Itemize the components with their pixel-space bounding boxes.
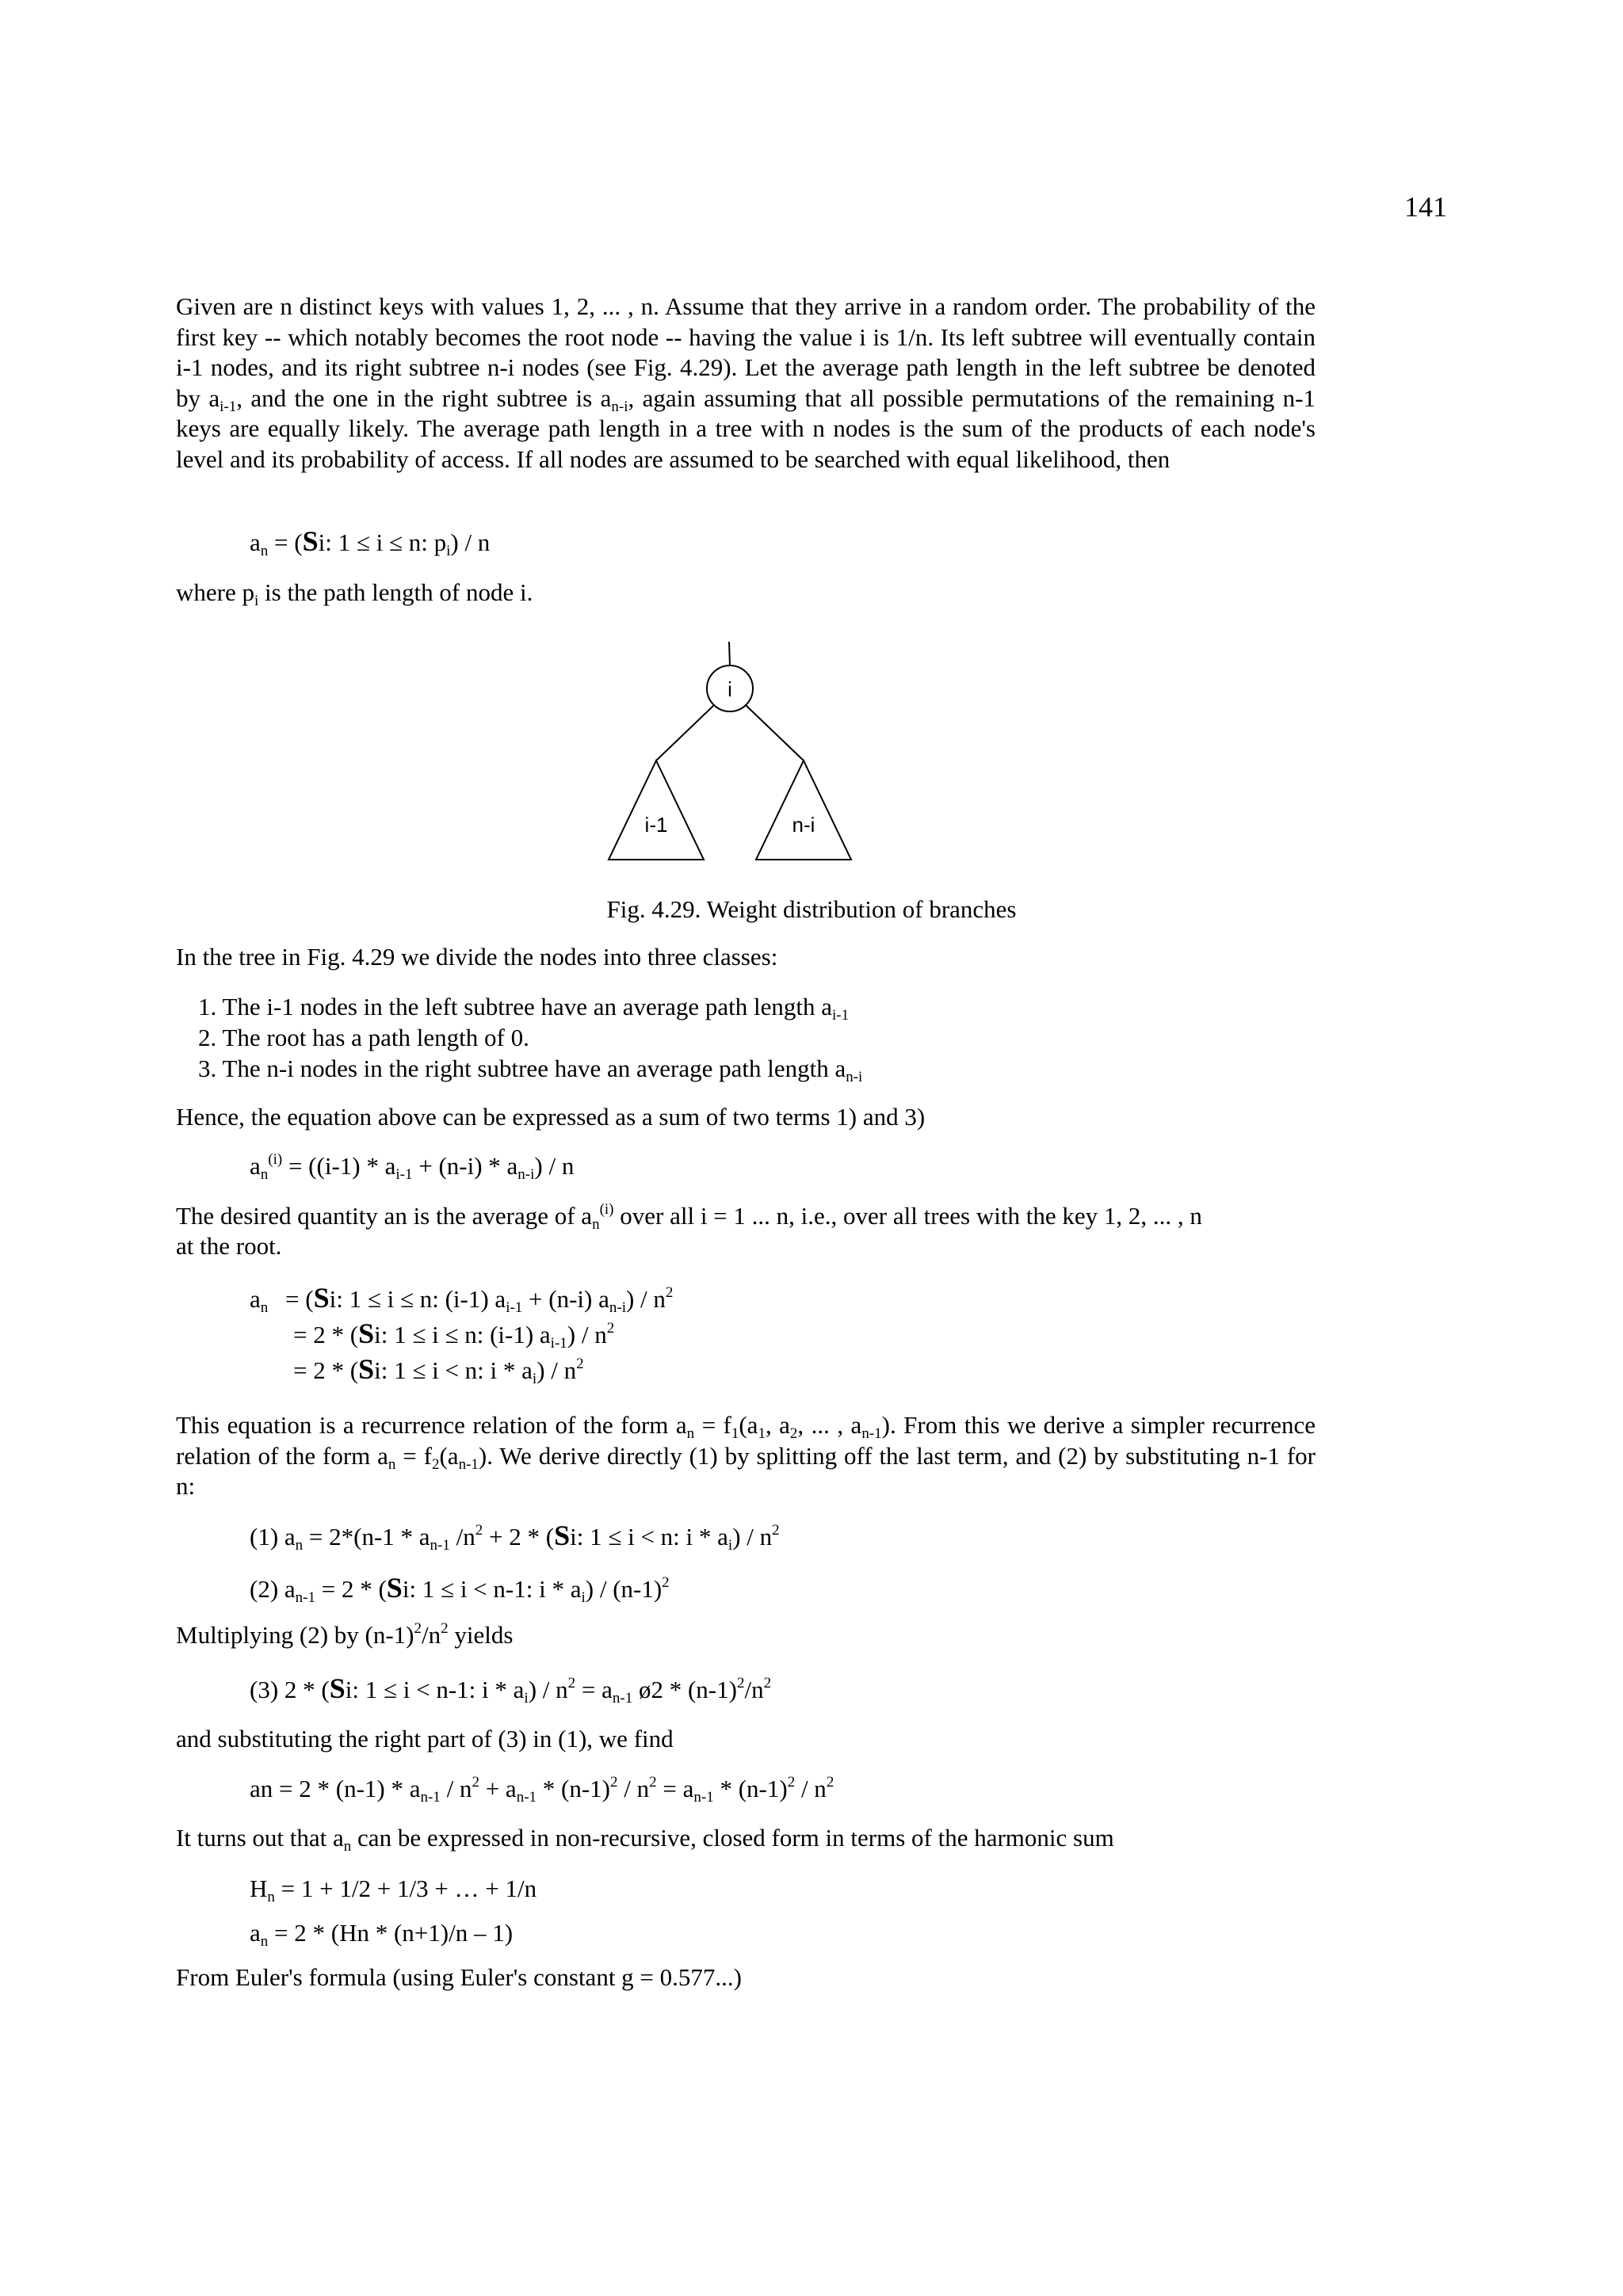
intro-sub-1: i-1	[220, 398, 237, 415]
intro-text-1: Given are n distinct keys with values 1, 2, ... , n. Assume that they arrive in a random order. The probability of the first key -- which notably becomes the root node -- having the value i is 1/n. Its left subtree will eventually contain i-1 nodes, and its right subtree n-i nodes (see Fig. 4.29). Let the average path length in the left subtree be denoted by a	[176, 292, 1316, 412]
tree-diagram	[602, 634, 864, 871]
multiplying-text: Multiplying (2) by $(n-1)^2/n^2$ yields	[176, 1620, 514, 1649]
equation-3: (3) 2 * (Si: 1 ≤ i < n-1: $i * a_i) / n^2 = a_{n-1}$ ø2 * $(n-1)^2/n^2$	[250, 1672, 772, 1707]
equation-an-result: an = $2 * (n-1) * a_{n-1} / n^2 + a_{n-1} * (n-1)^2 / n^2 = a_{n-1} * (n-1)^2 / n^2$	[250, 1774, 834, 1806]
root-edge	[729, 642, 730, 666]
figure-caption: Fig. 4.29. Weight distribution of branches	[606, 895, 1017, 923]
intro-sub-2: n-i	[611, 398, 628, 415]
left-subtree-label: i-1	[644, 813, 668, 837]
equation-an-line1: $a_n = (Si$: 1 ≤ i ≤ n: (i-1) $a_{i-1} + (n-i)$ $a_{n-i}) / n^2$	[250, 1282, 674, 1316]
page-number: 141	[1404, 191, 1447, 223]
closed-form-text: It turns out that $a_n$ can be expressed in non-recursive, closed form in terms of the harmonic sum	[176, 1824, 1114, 1855]
where-text: where $p_i$ is the path length of node i.	[176, 578, 533, 609]
list-item-1: 1. The i-1 nodes in the left subtree have an average path length $a_{i-1}$	[198, 993, 850, 1024]
hence-text: Hence, the equation above can be expressed as a sum of two terms 1) and 3)	[176, 1103, 926, 1131]
substituting-text: and substituting the right part of (3) in (1), we find	[176, 1725, 674, 1753]
desired-text-line1: The desired quantity an is the average of $a_n^{(i)}$ over all i = 1 ... n, i.e., over all trees with the key 1, 2, ... , n	[176, 1201, 1202, 1233]
recurrence-paragraph: This equation is a recurrence relation of the form $a_n = f_1(a_1$, $a_2$, ... , $a_{n-1}$). From this we derive a simpler recurrence relation of the form $a_n = f_2(a_{n-1})$. We derive directly (1) by splitting off the last term, and (2) by substituting n-1 for n:	[176, 1411, 1316, 1501]
right-subtree-triangle	[756, 761, 851, 860]
root-label: i	[727, 677, 732, 701]
right-branch	[746, 705, 804, 761]
equation-harmonic: $H_n = 1 + 1/2 + 1/3$ + … + 1/n	[250, 1875, 537, 1905]
equation-closed-form: $a_n = 2 * (Hn * (n+1)/n - 1)$	[250, 1919, 514, 1950]
intro-paragraph	[176, 292, 1316, 475]
desired-text-line2: at the root.	[176, 1232, 282, 1260]
equation-average-path: $a_n = (Si$: 1 ≤ i ≤ n: $p_i$) / n	[250, 525, 491, 559]
intro-text-2: , and the one in the right subtree is a	[236, 383, 612, 412]
left-branch	[656, 705, 714, 761]
equation-an-i: $a_n^{(i)} = ((i-1) * a_{i-1} + (n-i) * a_{n-i}) / n$	[250, 1151, 575, 1183]
classes-intro: In the tree in Fig. 4.29 we divide the nodes into three classes:	[176, 943, 778, 971]
list-item-2: 2. The root has a path length of 0.	[198, 1024, 529, 1051]
list-item-3: 3. The n-i nodes in the right subtree have an average path length $a_{n-i}$	[198, 1055, 863, 1085]
intro-text-3: , again assuming that all possible permutations of the remaining n-1 keys are equally likely. The average path length in a tree with n nodes is the sum of the products of each node's level and its probability of access. If all nodes are assumed to be searched with equal likelihood, then	[176, 383, 1316, 473]
equation-an-line2: = 2 * (Si: 1 ≤ i ≤ n: (i-1) $a_{i-1}) / n^2$	[293, 1318, 615, 1352]
equation-an-line3: = 2 * (Si: 1 ≤ i < n: i * $a_i) / n^2$	[293, 1353, 584, 1387]
right-subtree-label: n-i	[792, 813, 815, 837]
equation-2: (2) $a_{n-1} = 2 * (Si$: 1 ≤ i < n-1: i * $a_i) / (n-1)^2$	[250, 1572, 670, 1606]
left-subtree-triangle	[609, 761, 704, 860]
euler-text: From Euler's formula (using Euler's constant g = 0.577...)	[176, 1963, 742, 1991]
equation-1: (1) $a_n = 2*(n-1 * a_{n-1}$ $/n^2 + 2 * (Si$: 1 ≤ i < n: i * $a_i) / n^2$	[250, 1520, 780, 1554]
